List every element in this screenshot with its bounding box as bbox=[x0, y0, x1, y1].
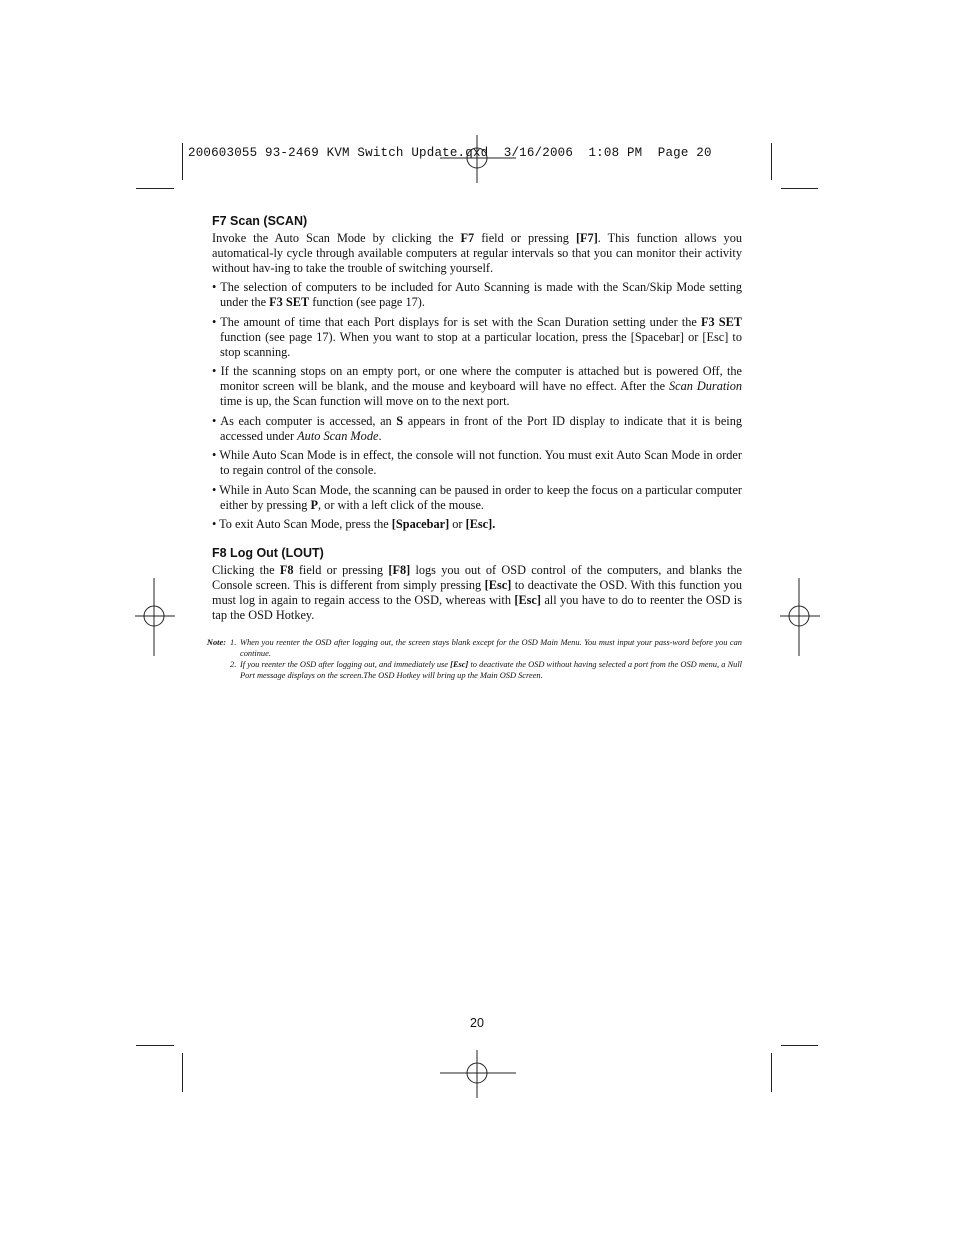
crop-mark-bottom-left-h bbox=[136, 1045, 174, 1046]
bullet-item: • The selection of computers to be included for Auto Scanning is made with the Scan/Skip Mode setting under the F3 SET function (see page 17). bbox=[212, 280, 742, 309]
note-text: When you reenter the OSD after logging out, the screen stays blank except for the OSD Main Menu. You must input your pass-word before you can continue. bbox=[240, 638, 742, 658]
bullet-item: • While Auto Scan Mode is in effect, the console will not function. You must exit Auto Scan Mode in order to regain control of the console. bbox=[212, 448, 742, 477]
notes-block bbox=[206, 637, 742, 681]
note-number: 1. bbox=[230, 638, 237, 647]
registration-mark-top-icon bbox=[440, 135, 516, 183]
bullet-item: • If the scanning stops on an empty port, or one where the computer is attached but is powered Off, the monitor screen will be blank, and the mouse and keyboard will have no effect. After the Scan Duration time is up, the Scan function will move on to the next port. bbox=[212, 364, 742, 408]
crop-mark-bottom-right-v bbox=[771, 1053, 772, 1092]
registration-mark-right-icon bbox=[780, 578, 820, 656]
section-f7-intro: Invoke the Auto Scan Mode by clicking the F7 field or pressing [F7]. This function allows you automatical-ly cycle through available computers at regular intervals so that you can monitor their activity without hav-ing to take the trouble of switching yourself. bbox=[212, 231, 743, 275]
bullet-item: • While in Auto Scan Mode, the scanning can be paused in order to keep the focus on a particular computer either by pressing P, or with a left click of the mouse. bbox=[212, 482, 742, 512]
section-f8-logout bbox=[212, 546, 742, 623]
slug-line: 200603055 93-2469 KVM Switch Update.qxd 3/16/2006 1:08 PM Page 20 bbox=[188, 146, 712, 160]
bullet-item: • As each computer is accessed, an S appears in front of the Port ID display to indicate that it is being accessed under Auto Scan Mode. bbox=[212, 413, 742, 443]
crop-mark-top-right-h bbox=[781, 188, 818, 189]
bullet-item: • To exit Auto Scan Mode, press the [Spacebar] or [Esc]. bbox=[212, 517, 496, 531]
section-heading-f7-scan: F7 Scan (SCAN) bbox=[212, 214, 308, 228]
crop-mark-top-right-v bbox=[771, 143, 772, 180]
page-number: 20 bbox=[470, 1016, 484, 1030]
note-label: Note: bbox=[206, 638, 226, 647]
note-row bbox=[212, 659, 742, 681]
section-f8-body: Clicking the F8 field or pressing [F8] logs you out of OSD control of the computers, and blanks the Console screen. This is different from simply pressing [Esc] to deactivate the OSD. With this function you must log in again to regain access to the OSD, whereas with [Esc] all you have to do to reenter the OSD is tap the OSD Hotkey. bbox=[212, 563, 743, 622]
note-number: 2. bbox=[230, 660, 237, 669]
crop-mark-top-left-v bbox=[182, 143, 183, 180]
note-row bbox=[206, 637, 742, 659]
note-text: If you reenter the OSD after logging out, and immediately use [Esc] to deactivate the OSD without having selected a port from the OSD menu, a Null Port message displays on the screen.The OSD Hotkey will bring up the Main OSD Screen. bbox=[240, 660, 742, 680]
crop-mark-bottom-right-h bbox=[781, 1045, 818, 1046]
crop-mark-bottom-left-v bbox=[182, 1053, 183, 1092]
page-content bbox=[206, 214, 743, 681]
section-f7-bullet-list bbox=[212, 280, 742, 532]
bullet-item: • The amount of time that each Port displays for is set with the Scan Duration setting under the F3 SET function (see page 17). When you want to stop at a particular location, press the [Spacebar] or [Esc] to stop scanning. bbox=[212, 314, 743, 359]
note-label-spacer bbox=[186, 659, 230, 681]
registration-mark-bottom-icon bbox=[440, 1050, 516, 1098]
section-heading-f8-logout: F8 Log Out (LOUT) bbox=[212, 546, 324, 560]
crop-mark-top-left-h bbox=[136, 188, 174, 189]
registration-mark-left-icon bbox=[135, 578, 175, 656]
